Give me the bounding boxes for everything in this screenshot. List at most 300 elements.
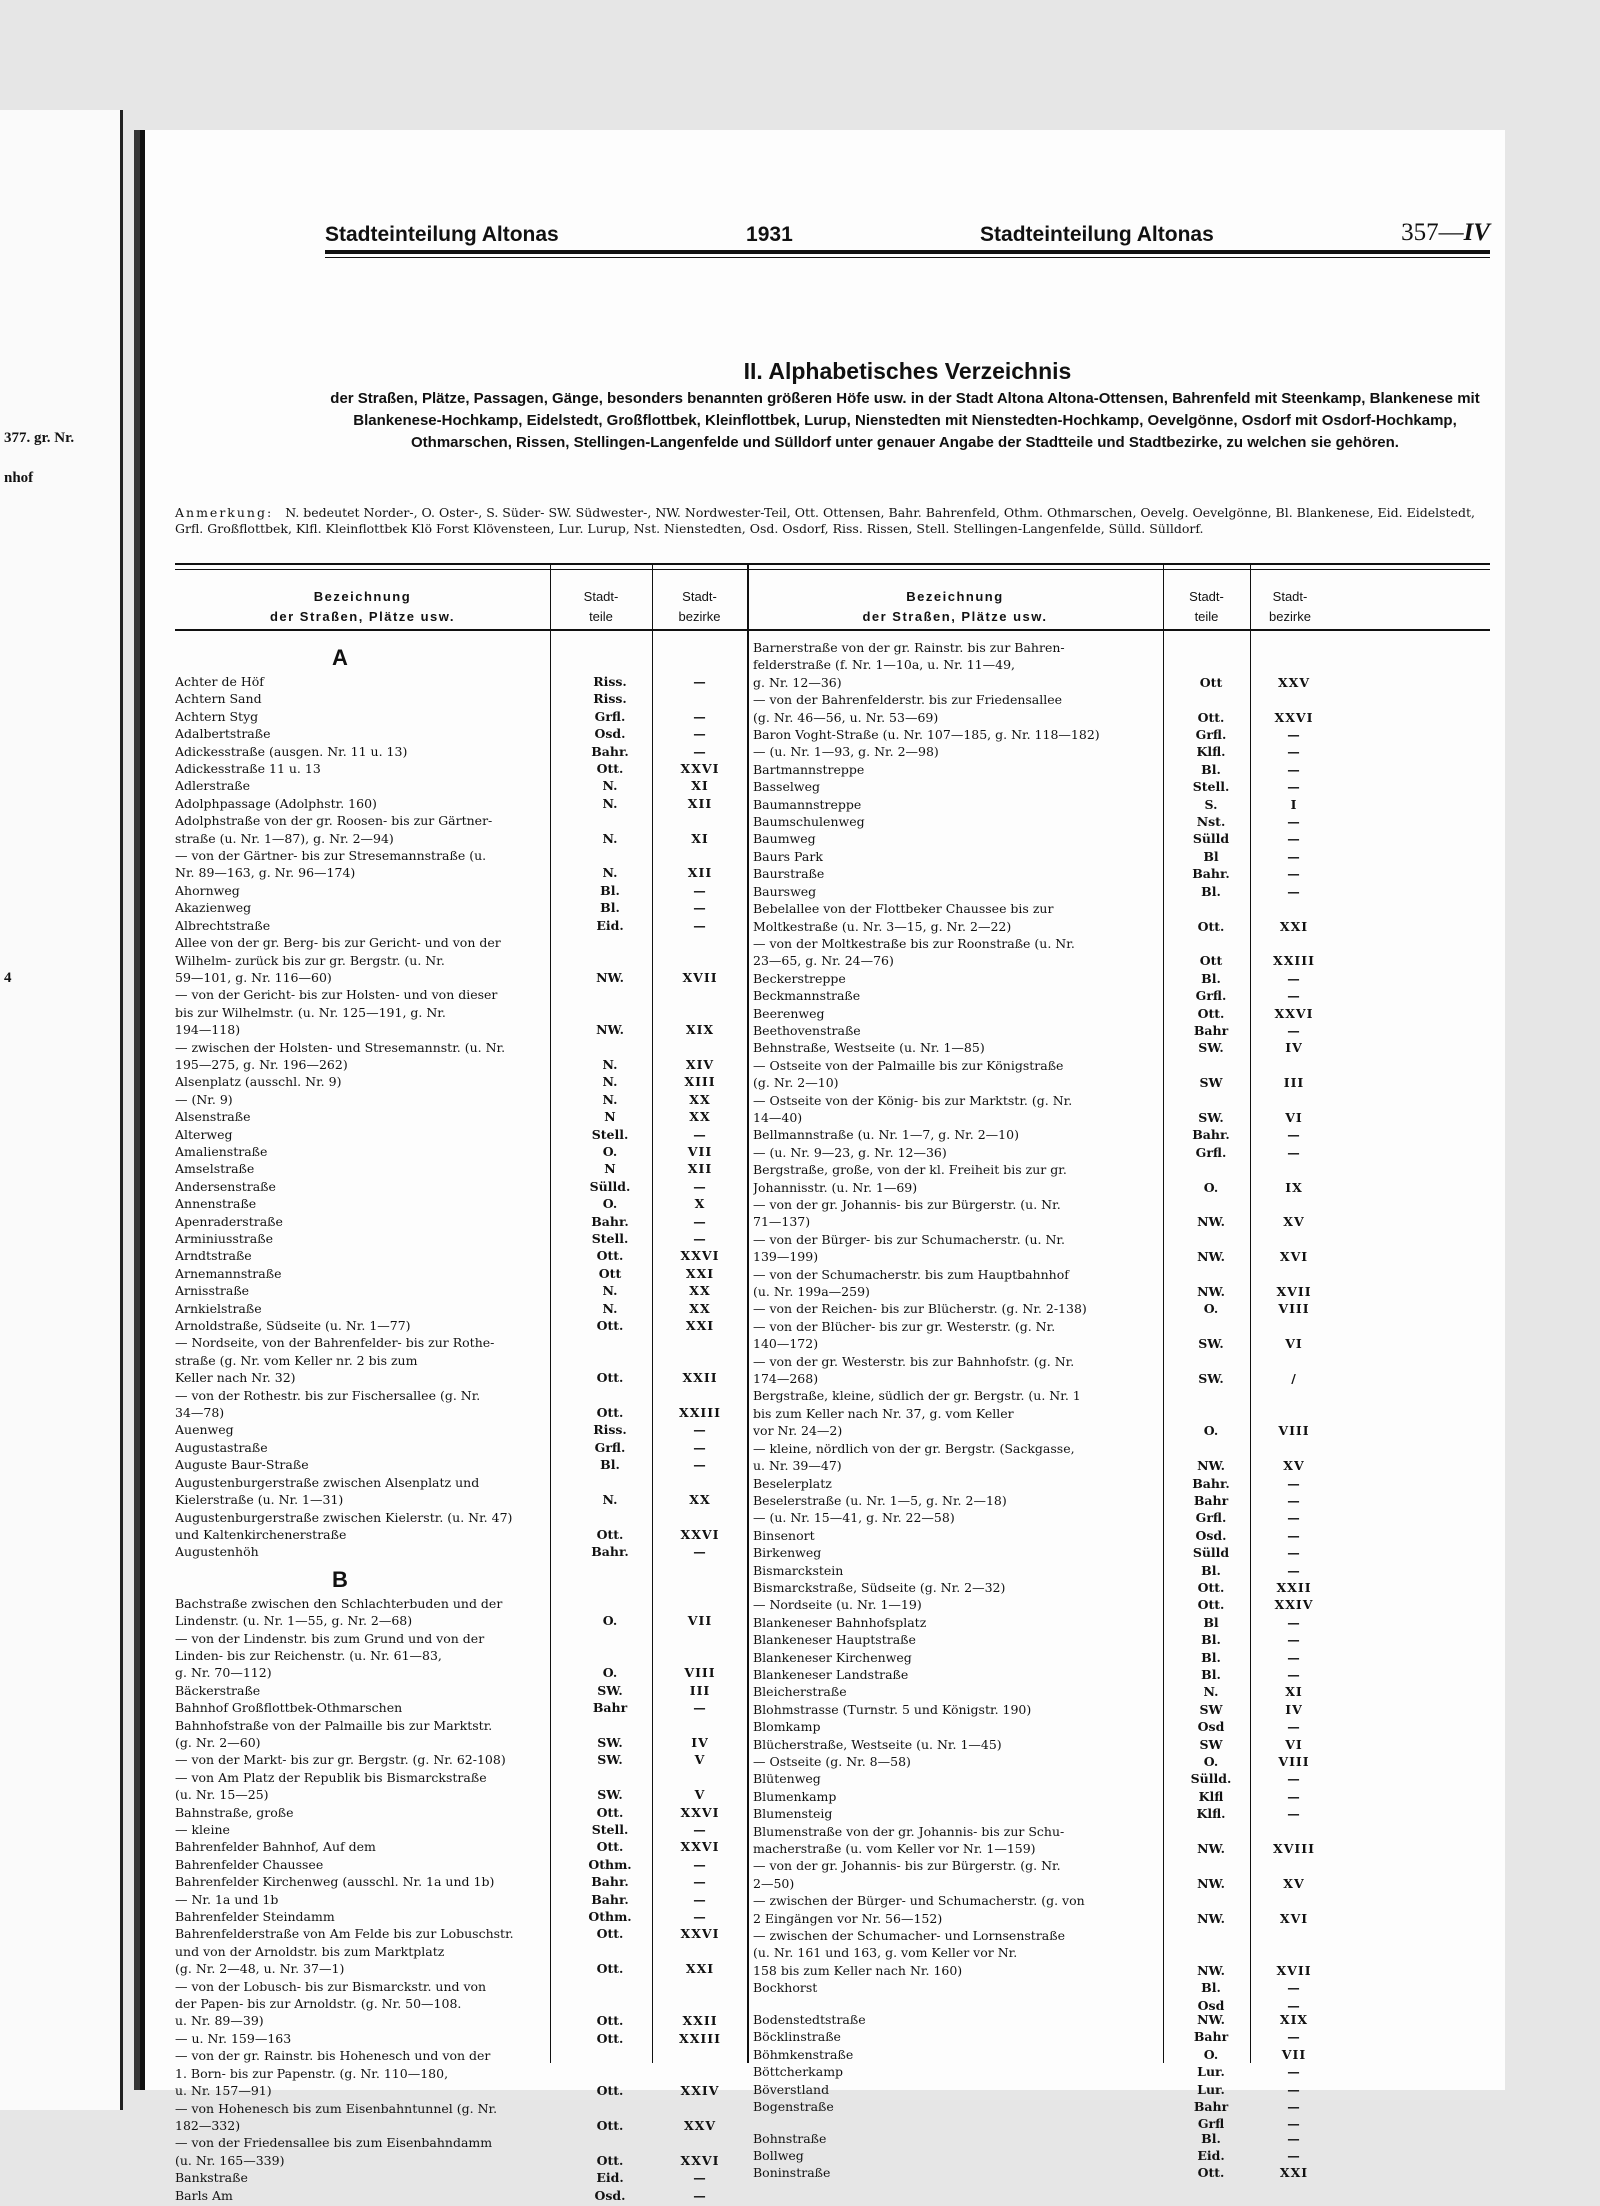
table-row [753, 711, 1333, 728]
street-name: Basselweg [753, 780, 820, 795]
stadtbezirk: X [694, 1196, 706, 1212]
stadtbezirk: VII [687, 1143, 713, 1159]
table-row [175, 832, 747, 849]
stadtteil: Bahr. [1192, 1127, 1230, 1143]
street-name: Amselstraße [175, 1162, 255, 1177]
table-row [175, 692, 747, 709]
stadtteil: SW. [1198, 1371, 1224, 1387]
stadtteil: Bl [1203, 848, 1219, 864]
stadtbezirk: XV [1283, 1875, 1305, 1891]
header-rule [325, 250, 1490, 258]
table-row [753, 2100, 1333, 2117]
stadtbezirk: — [1287, 1510, 1301, 1526]
table-row [753, 867, 1333, 884]
stadtteil: SW. [597, 1734, 623, 1750]
street-name: Baumweg [753, 832, 816, 847]
stadtbezirk: — [1287, 744, 1301, 760]
stadtbezirk: III [1283, 1075, 1305, 1091]
street-name: Ahornweg [175, 883, 240, 898]
table-row [753, 989, 1333, 1006]
table-row [175, 1162, 747, 1179]
stadtbezirk: — [693, 1178, 707, 1194]
table-row [175, 866, 747, 883]
stadtbezirk: — [1287, 779, 1301, 795]
street-name: Beselerstraße (u. Nr. 1—5, g. Nr. 2—18) [753, 1493, 1007, 1508]
stadtteil: O. [1203, 1179, 1219, 1195]
street-name: Böcklinstraße [753, 2030, 841, 2045]
stadtteil: Ott. [1197, 918, 1225, 934]
stadtteil: Bl. [1201, 970, 1221, 986]
stadtbezirk: — [1287, 1614, 1301, 1630]
street-name: — Nordseite (u. Nr. 1—19) [753, 1598, 922, 1613]
stadtbezirk: XXV [1277, 674, 1311, 690]
table-row [753, 1877, 1333, 1894]
table-row [753, 641, 1333, 658]
stadtbezirk: — [1287, 1649, 1301, 1665]
street-name: 140—172) [753, 1337, 819, 1352]
stadtteil: N. [602, 778, 618, 794]
table-row [753, 1999, 1333, 2013]
table-row [175, 1962, 747, 1979]
street-name: Akazienweg [175, 901, 252, 916]
street-name: u. Nr. 157—91) [175, 2084, 272, 2099]
table-row [753, 1268, 1333, 1285]
table-row [753, 1285, 1333, 1302]
col-header-stadtteile-right: Stadt- teile [1189, 589, 1224, 624]
table-row [753, 1790, 1333, 1807]
stadtbezirk: VIII [1278, 1301, 1310, 1317]
street-name: Bahnhofstraße von der Palmaille bis zur Marktstr. [175, 1718, 493, 1733]
street-name: — von der gr. Westerstr. bis zur Bahnhofstr. (g. Nr. [753, 1354, 1075, 1369]
stadtbezirk: XI [691, 778, 709, 794]
table-row [175, 1980, 747, 1997]
street-name: Bodenstedtstraße [753, 2012, 866, 2027]
street-name: — von der Markt- bis zur gr. Bergstr. (g. Nr. 62-108) [175, 1753, 506, 1768]
street-name: Bachstraße zwischen den Schlachterbuden und der [175, 1596, 503, 1611]
table-row [753, 1407, 1333, 1424]
stadtteil: Sülld. [589, 1178, 631, 1194]
street-name: Blücherstraße, Westseite (u. Nr. 1—45) [753, 1737, 1002, 1752]
stadtbezirk: — [1287, 988, 1301, 1004]
stadtbezirk: XVII [1276, 1962, 1312, 1978]
stadtbezirk: — [1287, 814, 1301, 830]
stadtteil: Ott. [596, 761, 624, 777]
stadtteil: NW. [1197, 1249, 1225, 1265]
street-name: — (u. Nr. 9—23, g. Nr. 12—36) [753, 1145, 947, 1160]
table-row [753, 1929, 1333, 1946]
stadtbezirk: — [1287, 1492, 1301, 1508]
table-row [753, 2065, 1333, 2082]
stadtbezirk: XI [691, 830, 709, 846]
table-row [753, 1825, 1333, 1842]
stadtbezirk: VIII [1278, 1423, 1310, 1439]
stadtteil: Bl. [1201, 1649, 1221, 1665]
street-name: Barnerstraße von der gr. Rainstr. bis zur Bahren- [753, 641, 1065, 655]
stadtteil: Ott. [596, 1526, 624, 1542]
stadtbezirk: XII [687, 865, 713, 881]
table-row [753, 745, 1333, 762]
table-row [175, 1110, 747, 1127]
stadtbezirk: XX [689, 1109, 711, 1125]
street-name: — von der Gericht- bis zur Holsten- und von dieser [175, 988, 498, 1003]
table-row [175, 1632, 747, 1649]
table-row [175, 1945, 747, 1962]
table-row [753, 798, 1333, 815]
street-name: Bahrenfelderstraße von Am Felde bis zur Lobuschstr. [175, 1927, 514, 1942]
table-row [753, 1128, 1333, 1145]
street-name: Bockhorst [753, 1981, 818, 1996]
street-name: Achter de Höf [175, 675, 264, 689]
table-row [175, 727, 747, 744]
street-name: Bahrenfelder Bahnhof, Auf dem [175, 1840, 376, 1855]
table-row [753, 1320, 1333, 1337]
table-row [753, 2166, 1333, 2183]
stadtbezirk: — [1287, 1545, 1301, 1561]
stadtbezirk: XII [687, 1161, 713, 1177]
table-row [175, 1458, 747, 1475]
table-row [753, 1233, 1333, 1250]
table-row [175, 2067, 747, 2084]
stadtbezirk: IV [1285, 1040, 1303, 1056]
stadtteil: S. [1204, 796, 1218, 812]
street-name: 1. Born- bis zur Papenstr. (g. Nr. 110—180, [175, 2066, 449, 2081]
left-page-edge [0, 110, 123, 2110]
stadtteil: Grfl. [594, 708, 626, 724]
table-row [753, 1059, 1333, 1076]
street-name: Beckerstreppe [753, 971, 846, 986]
street-name: — von Hohenesch bis zum Eisenbahntunnel (g. Nr. [175, 2101, 498, 2116]
stadtbezirk: — [1287, 848, 1301, 864]
table-row [753, 1146, 1333, 1163]
stadtteil: Klfl [1198, 1788, 1224, 1804]
stadtbezirk: XVII [1276, 1284, 1312, 1300]
stadtteil: N. [602, 1056, 618, 1072]
stadtteil: Bl. [1201, 883, 1221, 899]
street-name: — von der Bürger- bis zur Schumacherstr. (u. Nr. [753, 1232, 1065, 1247]
stadtteil: Othm. [588, 1856, 632, 1872]
stadtbezirk: IV [1285, 1701, 1303, 1717]
stadtteil: Stell. [591, 1126, 629, 1142]
stadtbezirk: — [1287, 2064, 1301, 2080]
table-row [175, 762, 747, 779]
stadtbezirk: — [693, 917, 707, 933]
table-row [753, 1041, 1333, 1058]
stadtteil: Bahr [1193, 1492, 1229, 1508]
street-name: Arnisstraße [175, 1284, 250, 1299]
street-name: Augustenburgerstraße zwischen Alsenplatz und [175, 1475, 480, 1490]
table-row [175, 797, 747, 814]
stadtbezirk: — [1287, 2130, 1301, 2146]
stadtteil: Ott. [596, 2117, 624, 2133]
table-row [175, 1389, 747, 1406]
table-row [753, 850, 1333, 867]
stadtteil: Ott. [596, 1405, 624, 1421]
stadtbezirk: XX [689, 1091, 711, 1107]
stadtbezirk: XXVI [680, 1248, 720, 1264]
stadtteil: Ott. [596, 2083, 624, 2099]
street-name: Baumschulenweg [753, 815, 865, 830]
stadtbezirk: — [1287, 866, 1301, 882]
street-name: Adolphpassage (Adolphstr. 160) [175, 796, 377, 811]
table-row [753, 1459, 1333, 1476]
table-row [175, 1441, 747, 1458]
stadtbezirk: V [694, 1752, 706, 1768]
stadtbezirk: XXVI [1274, 709, 1314, 725]
stadtteil: Bahr [1193, 2029, 1229, 2045]
stadtteil: Ott. [596, 1926, 624, 1942]
col-header-stadtbezirke-right: Stadt- bezirke [1269, 589, 1311, 624]
table-top-rule-2 [175, 569, 1490, 570]
table-row [175, 988, 747, 1005]
table-row [175, 1666, 747, 1683]
street-name: Johannisstr. (u. Nr. 1—69) [753, 1180, 918, 1195]
table-row [753, 1598, 1333, 1615]
page-number: 357—IV [1401, 219, 1490, 246]
stadtbezirk: XXIII [679, 2030, 721, 2046]
street-name: Alsenstraße [175, 1110, 251, 1125]
table-row [753, 1355, 1333, 1372]
stadtbezirk: XXVI [680, 1839, 720, 1855]
stadtteil: SW. [597, 1752, 623, 1768]
table-row [175, 901, 747, 918]
street-name: Achtern Sand [175, 692, 262, 707]
street-name: straße (u. Nr. 1—87), g. Nr. 2—94) [175, 831, 394, 846]
table-row [753, 902, 1333, 919]
table-row [753, 1703, 1333, 1720]
stadtbezirk: — [1287, 761, 1301, 777]
stadtteil: Riss. [593, 691, 627, 707]
stadtbezirk: — [693, 1213, 707, 1229]
stadtteil: Klfl. [1196, 744, 1226, 760]
street-name: Blankeneser Hauptstraße [753, 1633, 916, 1648]
table-row [175, 1684, 747, 1701]
stadtteil: O. [1203, 1423, 1219, 1439]
table-row [753, 1076, 1333, 1093]
table-row [175, 2189, 747, 2206]
street-name: Bollweg [753, 2148, 804, 2163]
table-row [753, 1738, 1333, 1755]
stadtteil: Grfl. [1195, 727, 1227, 743]
street-name: Blomkamp [753, 1720, 821, 1735]
stadtteil: Bl. [1201, 1666, 1221, 1682]
stadtbezirk: — [693, 674, 707, 689]
stadtteil: O. [1203, 1754, 1219, 1769]
street-name: Blütenweg [753, 1772, 821, 1787]
stadtbezirk: XIX [1279, 2011, 1309, 2027]
stadtteil: Stell. [591, 1822, 629, 1837]
street-name: Bergstraße, kleine, südlich der gr. Bergstr. (u. Nr. 1 [753, 1389, 1081, 1404]
street-name: — von der Friedensallee bis zum Eisenbahndamm [175, 2136, 493, 2151]
table-row [175, 849, 747, 866]
stadtbezirk: V [694, 1787, 706, 1803]
street-index-table [175, 563, 1490, 2203]
section-letter: A [332, 645, 348, 670]
stadtbezirk: — [693, 900, 707, 916]
street-name: Moltkestraße (u. Nr. 3—15, g. Nr. 2—22) [753, 919, 1012, 934]
stadtteil: Klfl. [1196, 1806, 1226, 1822]
stadtteil: Ott. [596, 1248, 624, 1264]
stadtteil: Bahr. [591, 743, 629, 759]
stadtbezirk: — [1287, 1666, 1301, 1682]
street-name: Alsenplatz (ausschl. Nr. 9) [175, 1075, 342, 1090]
stadtbezirk: — [1287, 1562, 1301, 1578]
table-row [175, 1354, 747, 1371]
stadtbezirk: — [693, 1544, 707, 1560]
table-row [175, 745, 747, 762]
street-name: Beckmannstraße [753, 989, 861, 1004]
table-row [175, 814, 747, 831]
street-name: Bleicherstraße [753, 1685, 847, 1700]
street-name: Bankstraße [175, 2171, 248, 2186]
stadtteil: Lur. [1197, 2064, 1225, 2080]
stadtteil: Bl. [1201, 1562, 1221, 1578]
table-row [753, 1494, 1333, 1511]
street-name: Bartmannstreppe [753, 762, 865, 777]
stadtteil: Osd. [594, 2187, 626, 2203]
street-name: — von der gr. Rainstr. bis Hohenesch und von der [175, 2049, 491, 2064]
stadtbezirk: — [1287, 1788, 1301, 1804]
stadtbezirk: — [1287, 1771, 1301, 1787]
header-left: Stadteinteilung Altonas [325, 223, 559, 246]
stadtteil: SW. [597, 1682, 623, 1698]
running-header [325, 207, 1490, 247]
stadtteil: NW. [1197, 1214, 1225, 1230]
table-row [753, 1633, 1333, 1650]
stadtteil: Grfl. [1195, 1144, 1227, 1160]
street-name: Behnstraße, Westseite (u. Nr. 1—85) [753, 1041, 985, 1056]
table-row [753, 1772, 1333, 1789]
table-row [753, 1302, 1333, 1319]
table-row [753, 728, 1333, 745]
table-row [753, 1007, 1333, 1024]
stadtteil: Osd. [594, 726, 626, 742]
stadtbezirk: — [1287, 1719, 1301, 1735]
street-name: Adickesstraße 11 u. 13 [175, 762, 321, 777]
table-row [753, 1337, 1333, 1354]
street-name: Beethovenstraße [753, 1023, 861, 1038]
stadtbezirk: — [1287, 1632, 1301, 1648]
header-year: 1931 [746, 223, 793, 246]
street-name: Baron Voght-Straße (u. Nr. 107—185, g. Nr. 118—182) [753, 728, 1100, 743]
street-name: 182—332) [175, 2118, 241, 2133]
stadtteil: Bl. [600, 900, 620, 916]
street-name: Blumenkamp [753, 1789, 837, 1804]
stadtteil: Bahr [592, 1700, 628, 1716]
stadtteil: Ott. [596, 2152, 624, 2168]
street-name: Achtern Styg [175, 709, 259, 724]
street-name: (g. Nr. 2—60) [175, 1735, 261, 1750]
stadtteil: N. [602, 1283, 618, 1299]
stadtbezirk: VI [1285, 1336, 1303, 1352]
street-name: Amalienstraße [175, 1144, 268, 1159]
street-name: Adickesstraße (ausgen. Nr. 11 u. 13) [175, 744, 408, 759]
table-row [175, 710, 747, 727]
street-name: Bäckerstraße [175, 1683, 261, 1698]
street-name: Allee von der gr. Berg- bis zur Gericht- und von der [175, 936, 501, 951]
table-row [753, 2149, 1333, 2166]
stadtbezirk: — [1287, 970, 1301, 986]
street-name: — kleine [175, 1823, 230, 1837]
table-row [753, 1198, 1333, 1215]
table-row [753, 937, 1333, 954]
stadtbezirk: XXII [682, 1370, 718, 1386]
table-row [753, 954, 1333, 971]
table-row [175, 1006, 747, 1023]
table-row [753, 920, 1333, 937]
street-name: Bahnhof Großflottbek-Othmarschen [175, 1701, 403, 1716]
stadtteil: Stell. [1192, 779, 1230, 795]
street-name: 23—65, g. Nr. 24—76) [753, 954, 894, 969]
stadtteil: Eid. [1197, 2147, 1225, 2163]
street-name: Binsenort [753, 1528, 815, 1543]
stadtteil: Osd [1197, 1719, 1225, 1735]
street-name: Wilhelm- zurück bis zur gr. Bergstr. (u. Nr. [175, 953, 445, 968]
street-name: — zwischen der Bürger- und Schumacherstr. (g. von [753, 1894, 1085, 1909]
street-name: — von Am Platz der Republik bis Bismarckstraße [175, 1770, 487, 1785]
table-row [175, 2171, 747, 2188]
street-name: der Papen- bis zur Arnoldstr. (g. Nr. 50—108. [175, 1997, 462, 2012]
stadtbezirk: IV [691, 1734, 709, 1750]
stadtteil: Ott. [1197, 709, 1225, 725]
stadtbezirk: — [1287, 1806, 1301, 1822]
table-row [753, 1024, 1333, 1041]
table-row [175, 1093, 747, 1110]
left-page-fragment: 4 [4, 970, 12, 986]
stadtteil: SW [1199, 1736, 1223, 1752]
street-name: Baumannstreppe [753, 797, 862, 812]
stadtteil: SW. [1198, 1109, 1224, 1125]
street-name: Arnemannstraße [175, 1266, 282, 1281]
col-header-stadtbezirke-left: Stadt- bezirke [678, 589, 721, 624]
table-row [175, 2119, 747, 2136]
street-name: — von der Moltkestraße bis zur Roonstraße (u. Nr. [753, 936, 1075, 951]
street-name: (u. Nr. 165—339) [175, 2153, 285, 2168]
street-name: Bahrenfelder Chaussee [175, 1857, 324, 1872]
table-row [753, 2048, 1333, 2065]
table-row [175, 1597, 747, 1614]
stadtbezirk: — [1287, 1475, 1301, 1491]
table-row [175, 1701, 747, 1718]
street-name: Bismarckstraße, Südseite (g. Nr. 2—32) [753, 1580, 1006, 1595]
street-name: Blohmstrasse (Turnstr. 5 und Königstr. 190) [753, 1702, 1032, 1717]
table-row [753, 972, 1333, 989]
stadtteil: Bahr. [1192, 866, 1230, 882]
stadtbezirk: XXI [685, 1265, 715, 1281]
street-name: — kleine, nördlich von der gr. Bergstr. (Sackgasse, [753, 1441, 1075, 1456]
table-row [175, 1215, 747, 1232]
stadtbezirk: VI [1285, 1736, 1303, 1752]
street-name: Bahrenfelder Steindamm [175, 1910, 335, 1925]
stadtteil: Bahr. [591, 1544, 629, 1560]
table-row [175, 2032, 747, 2049]
stadtbezirk: XVI [1279, 1910, 1309, 1926]
street-name: u. Nr. 39—47) [753, 1459, 842, 1474]
stadtbezirk: — [1287, 831, 1301, 847]
table-row [753, 2030, 1333, 2047]
page-title: II. Alphabetisches Verzeichnis [743, 358, 1072, 384]
stadtbezirk: XXVI [680, 2152, 720, 2168]
table-row [753, 1111, 1333, 1128]
stadtbezirk: — [1287, 1022, 1301, 1038]
stadtteil: O. [602, 1613, 618, 1629]
table-row [753, 1511, 1333, 1528]
street-name: Adalbertstraße [175, 727, 271, 742]
street-name: 174—268) [753, 1372, 819, 1387]
street-name: — Ostseite von der König- bis zur Marktstr. (g. Nr. [753, 1093, 1073, 1108]
stadtbezirk: — [693, 1231, 707, 1246]
street-name: Bebelallee von der Flottbeker Chaussee bis zur [753, 902, 1054, 917]
table-row [175, 1128, 747, 1145]
